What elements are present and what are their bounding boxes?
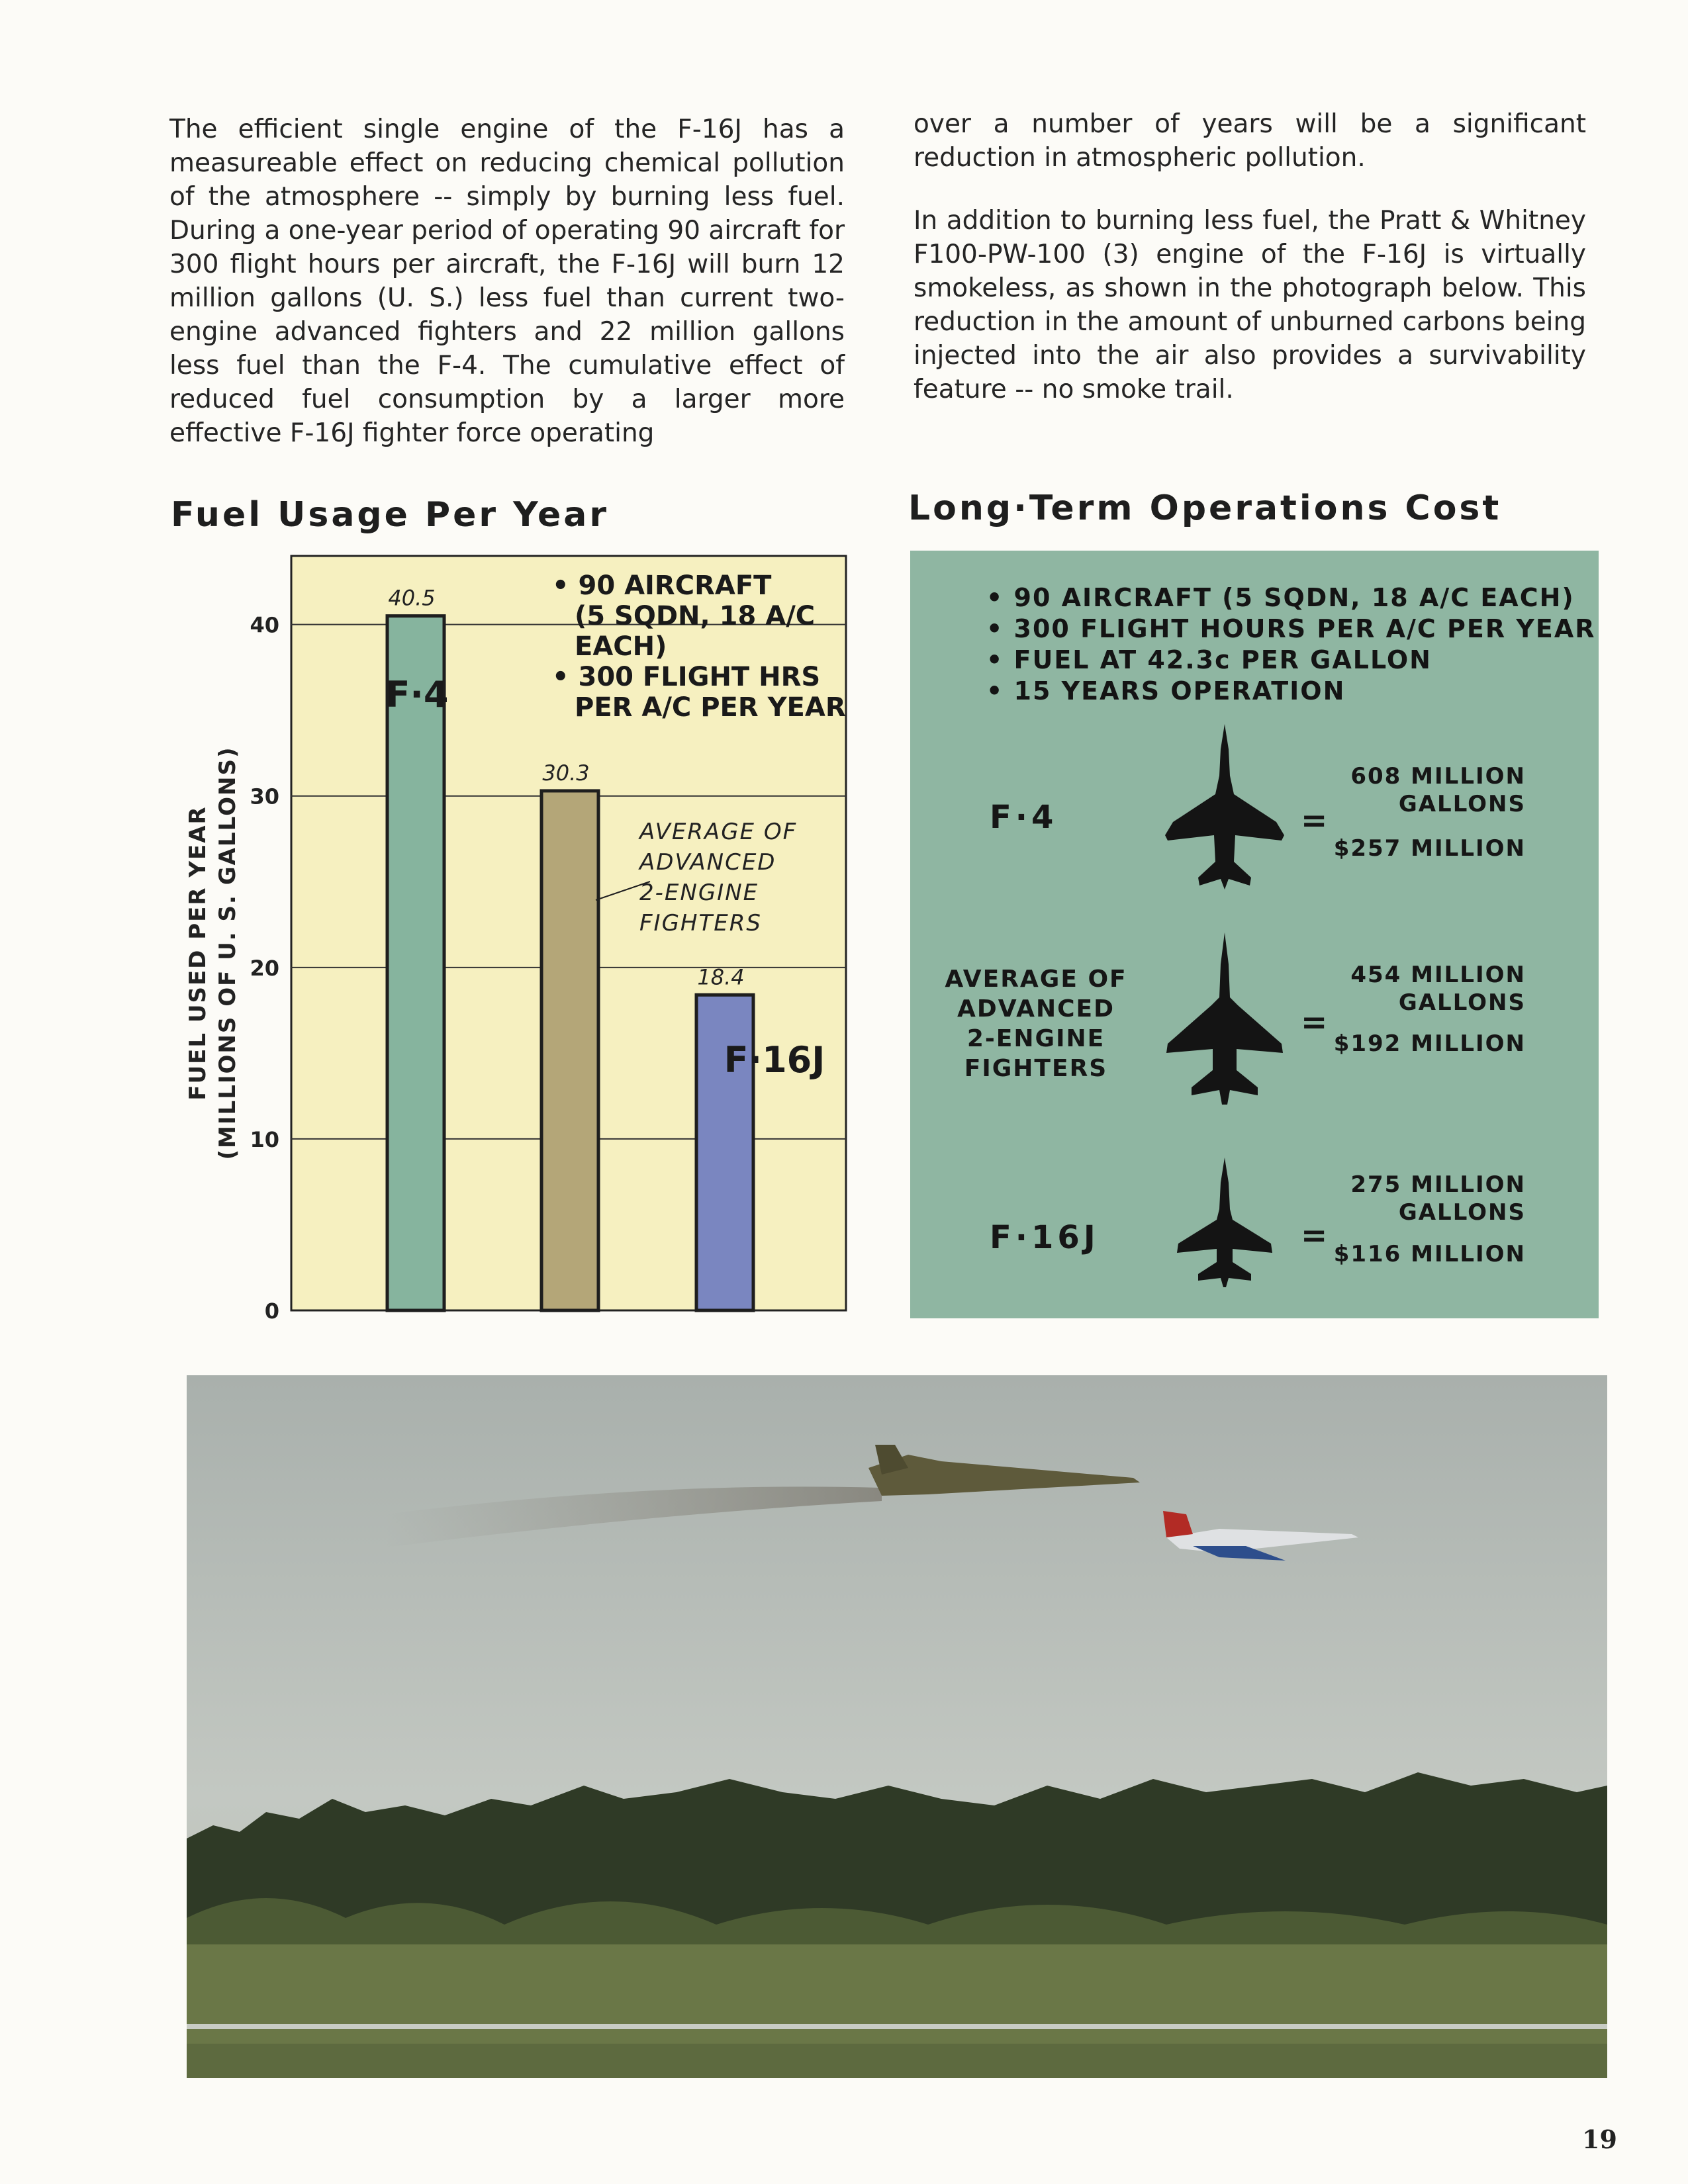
average-annotation-line: ADVANCED [639, 849, 776, 876]
operations-cost-heading: Long·Term Operations Cost [908, 488, 1502, 528]
equals-sign: = [1301, 802, 1328, 839]
ops-row-average-2-engine [910, 931, 1599, 1116]
chart-note-line: EACH) [575, 631, 667, 662]
gallons-unit: GALLONS [1398, 1199, 1526, 1226]
f4-silhouette-icon [1158, 723, 1291, 895]
bar-label-f4: F·4 [385, 674, 449, 715]
operations-cost-panel [910, 551, 1599, 1318]
ops-row-label [937, 964, 1135, 1083]
bar-label-f16j: F·16J [724, 1039, 825, 1081]
average-annotation-line: 2-ENGINE [639, 880, 759, 906]
left-column-text [169, 113, 845, 479]
y-tick-label: 10 [250, 1126, 279, 1152]
label-line: AVERAGE OF [945, 966, 1127, 993]
fuel-usage-heading: Fuel Usage Per Year [171, 495, 610, 535]
ops-bullet: • 15 YEARS OPERATION [986, 676, 1346, 705]
y-axis-label: (MILLIONS OF U. S. GALLONS) [214, 746, 241, 1160]
left-paragraph: The efficient single engine of the F-16J has a measureable effect on reducing chemical pollution of the atmosphere -- simply by burning less fuel. During a one-year period of operating 90 aircraft for 300 flight hours per aircraft, the F-16J will burn 12 million gallons (U. S.) less fuel than current two-engine advanced fighters and 22 million gallons less fuel than the F-4. The cumulative effect of reduced fuel consumption by a larger more effective F-16J fighter force operating [169, 114, 845, 448]
right-column-text [914, 107, 1586, 435]
y-tick-label: 30 [250, 784, 279, 809]
gallons-unit: GALLONS [1398, 791, 1526, 817]
fuel-usage-chart [159, 543, 861, 1350]
ops-bullet: • 300 FLIGHT HOURS PER A/C PER YEAR [986, 614, 1596, 643]
label-line: 2-ENGINE [966, 1025, 1105, 1052]
gallons-unit: GALLONS [1398, 989, 1526, 1016]
bar [541, 791, 598, 1310]
ops-bullet: • FUEL AT 42.3c PER GALLON [986, 645, 1432, 674]
right-paragraph-2: In addition to burning less fuel, the Pratt & Whitney F100-PW-100 (3) engine of the F-16J is virtually smokeless, as shown in the photograph below. This reduction in the amount of unburned carbons being injected into the air also provides a survivability feature -- no smoke trail. [914, 206, 1586, 404]
runway-edge [187, 2044, 1607, 2078]
equals-sign: = [1301, 1004, 1328, 1041]
ops-row-label: F·16J [990, 1219, 1100, 1256]
chart-note-line: (5 SQDN, 18 A/C [575, 601, 816, 631]
cost-value: $116 MILLION [1333, 1241, 1526, 1267]
chart-note-line: • 90 AIRCRAFT [552, 570, 772, 601]
bar-value-label: 30.3 [542, 760, 590, 786]
twin-engine-fighter-silhouette-icon [1158, 931, 1291, 1110]
gallons-value [1350, 961, 1526, 1017]
f16-silhouette-icon [1165, 1156, 1284, 1289]
gallons-value [1350, 762, 1526, 818]
ops-row-label: F·4 [990, 799, 1058, 836]
y-tick-label: 0 [264, 1298, 279, 1324]
page-number: 19 [1582, 2124, 1617, 2154]
average-annotation-line: AVERAGE OF [639, 819, 798, 845]
gallons-amount: 608 MILLION [1350, 763, 1526, 790]
ops-row-f16j [910, 1156, 1599, 1342]
right-paragraph-1: over a number of years will be a significant reduction in atmospheric pollution. [914, 109, 1586, 173]
gallons-amount: 275 MILLION [1350, 1171, 1526, 1198]
ops-bullet: • 90 AIRCRAFT (5 SQDN, 18 A/C EACH) [986, 583, 1575, 612]
chart-note-line: PER A/C PER YEAR [575, 692, 846, 723]
ops-bullet-list [986, 582, 1596, 707]
chart-note-line: • 300 FLIGHT HRS [552, 662, 821, 692]
bar-value-label: 18.4 [697, 964, 745, 990]
label-line: ADVANCED [957, 995, 1115, 1023]
y-tick-label: 40 [250, 612, 279, 638]
average-annotation-line: FIGHTERS [639, 910, 762, 936]
aircraft-flyby-photo [187, 1375, 1607, 2078]
y-axis-label: FUEL USED PER YEAR [185, 805, 211, 1101]
ops-row-f4 [910, 723, 1599, 908]
equals-sign: = [1301, 1217, 1328, 1254]
gallons-amount: 454 MILLION [1350, 962, 1526, 988]
label-line: FIGHTERS [964, 1055, 1108, 1082]
cost-value: $192 MILLION [1333, 1030, 1526, 1057]
cost-value: $257 MILLION [1333, 835, 1526, 862]
bar [387, 616, 444, 1310]
runway-line [187, 2024, 1607, 2029]
bar-value-label: 40.5 [388, 585, 436, 611]
gallons-value [1350, 1171, 1526, 1226]
y-tick-label: 20 [250, 955, 279, 981]
